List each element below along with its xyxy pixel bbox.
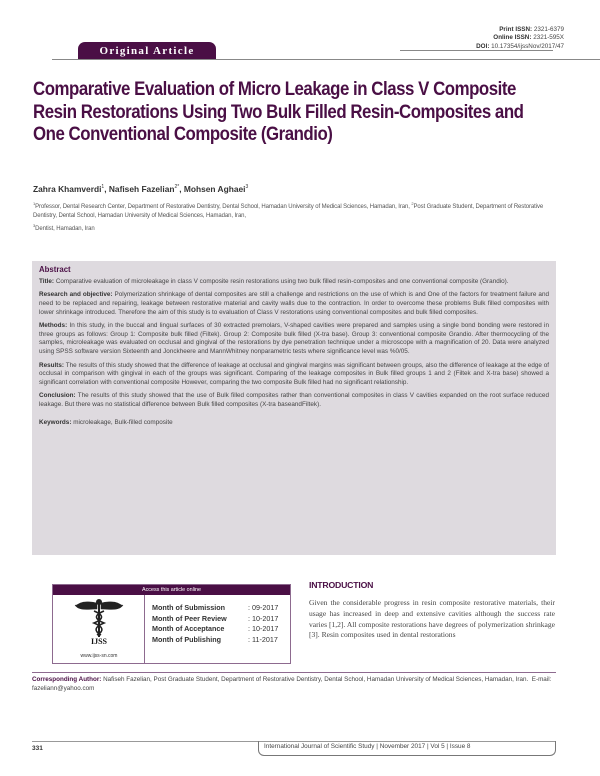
abstract-objective-section: Research and objective: Polymerization shrinkage of dental composites are still a challenge and restrictions on the use of which is and One of the factors for treatment failure and need to be replaced and repairing, leakage between restorative material and cavity walls due to the contraction. In order to overcome these problems Bulk filled composites with lower shrinkage introduced. Therefore the aim of this study is to evaluation of Class V restorations using conventional composites and bulk filled composites.	[39, 291, 549, 316]
abstract-heading: Abstract	[39, 265, 71, 274]
abstract-results-section: Results: The results of this study showed that the difference of leakage at occlusal and gingival margins was significant between groups, also the difference of leakage at the edge of occlusal in comparison with gingival in each of the groups was significant. Comparing of the leakage composites in Bulk filled groups 1 and 2 (Filtek and X-tra base) showed a significant correlation with conventional composite However, comparing the two composite Bulk filled had no significant relationship.	[39, 361, 549, 387]
email-link[interactable]: fazeliann@yahoo.com	[32, 685, 95, 692]
doi: DOI: 10.17354/ijssNov/2017/47	[476, 42, 564, 50]
issn-divider	[400, 50, 553, 51]
introduction-text: Given the considerable progress in resin composite restorative materials, their usage has increased in deep and extensive cavities although the success rate varies [1,2]. All composite restorations have degrees of polymerization shrinkage [3]. Resin composites used in dental restorations	[309, 598, 555, 640]
author: Nafiseh Fazelian	[108, 184, 175, 194]
journal-logo	[53, 595, 145, 664]
caduceus-icon	[73, 597, 125, 639]
date-row-acceptance: Month of Acceptance : 10-2017	[152, 624, 279, 633]
journal-citation: International Journal of Scientific Study | November 2017 | Vol 5 | Issue 8	[258, 741, 556, 756]
date-row-publishing: Month of Publishing : 11-2017	[152, 634, 278, 644]
issn-block	[476, 26, 564, 51]
corresponding-divider	[32, 672, 556, 673]
date-row-peer-review: Month of Peer Review : 10-2017	[152, 613, 279, 623]
abstract-conclusion-section: Conclusion: The results of this study showed that the use of Bulk filled composites rather than conventional composites in class V cavities expanded on the root surface reduced leakage. But there was no statistical difference between Bulk filled composites (X-tra baseandFiltek).	[39, 392, 549, 409]
access-article-box	[52, 584, 291, 664]
journal-url-link[interactable]: www.ijss-sn.com	[80, 653, 118, 659]
page-number: 331	[32, 745, 43, 752]
affiliations: $^1$Professor, Dental Research Center, Department of Restorative Dentistry, Dental School, Hamadan University of Medical Sciences, Hamadan, Iran, $^2$Post Graduate Student, Department of Restorative Dentistry, Dental School, Hamadan University of Medical Sciences, Hamadan, Iran, $^3$Dentist, Hamadan, Iran	[33, 201, 544, 232]
affiliation: Post Graduate Student, Department of Restorative Dentistry, Dental School, Hamadan University of Medical Sciences, Hamadan, Iran,	[33, 204, 544, 219]
abstract-title-section: Title: Comparative evaluation of microleakage in class V composite resin restorations using two bulk filled resin-composites and one conventional composite (Grandio).	[39, 277, 509, 285]
affiliation: Professor, Dental Research Center, Department of Restorative Dentistry, Dental School, Hamadan University of Medical Sciences, Hamadan, Iran,	[35, 204, 410, 210]
affiliation: Dentist, Hamadan, Iran	[35, 226, 95, 232]
author: Mohsen Aghaei	[183, 184, 246, 194]
logo-text: IJSS	[90, 637, 107, 646]
date-row-submission: Month of Submission : 09-2017	[152, 603, 279, 612]
corresponding-author: Corresponding Author: Nafiseh Fazelian, Post Graduate Student, Department of Restorative Dentistry, Dental School, Hamadan University of Medical Sciences, Hamadan, Iran. E-mail: fazeliann@yahoo.com	[32, 676, 552, 692]
online-issn: Online ISSN: 2321-595X	[493, 34, 564, 42]
author: Zahra Khamverdi	[33, 184, 102, 194]
article-type-tab: Original Article	[78, 42, 216, 59]
access-box-heading: Access this article online	[53, 585, 290, 595]
publication-dates	[145, 595, 278, 664]
article-title: Comparative Evaluation of Micro Leakage in Class V Composite Resin Restorations Using Two Bulk Filled Resin-Composites and One Conventional Composite (Grandio)	[33, 78, 524, 145]
author-list: Zahra Khamverdi$^1$, Nafiseh Fazelian$^{2*}$, Mohsen Aghaei$^3$	[33, 184, 249, 194]
header-divider	[52, 59, 600, 60]
introduction-heading: INTRODUCTION	[309, 580, 374, 590]
abstract-methods-section: Methods: In this study, in the buccal and lingual surfaces of 30 extracted premolars, V-shaped cavities were prepared and samples using a single bond bonding were restored in three groups as follows: Group 1: Composite bulk filled (Filtek). Group 2: Composite bulk filled (X-tra base). Group 3: conventional composite Grandio. After thermocycling of the samples, microleakage was evaluated on occlusal and gingival of the restorations by dye penetration technique under a microscope with a magnification of 20. Data were analyzed using SPSS software version Sixteenth and Jonckheere and MannWhitney nonparametric tests where significance level was %0/05.	[39, 321, 549, 356]
keywords: Keywords: microleakage, Bulk-filled composite	[39, 418, 173, 426]
abstract-box	[32, 261, 556, 555]
print-issn: Print ISSN: 2321-6379	[499, 26, 564, 33]
